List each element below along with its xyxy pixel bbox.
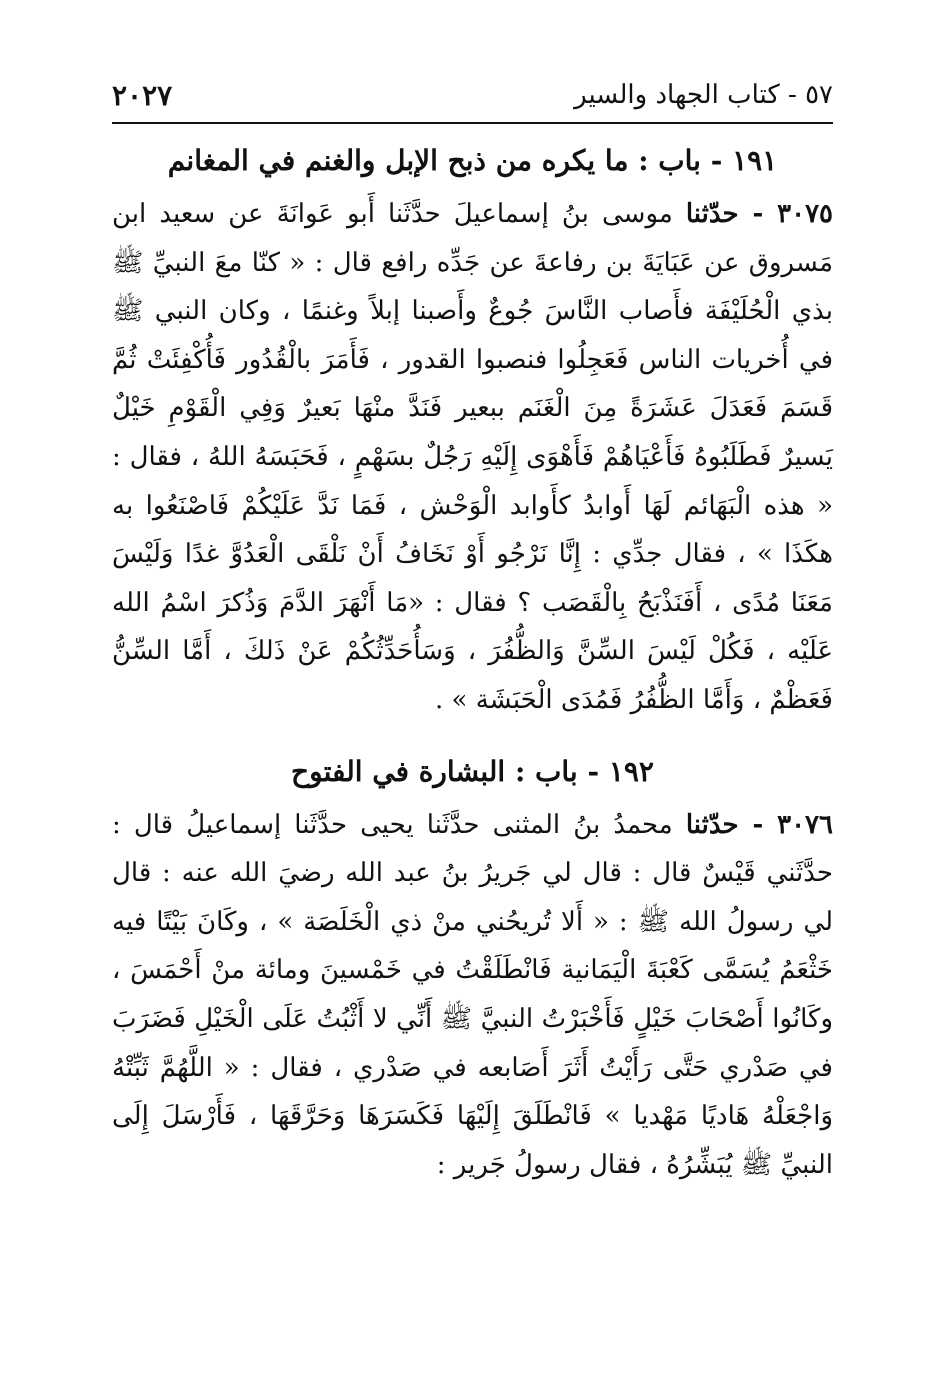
page-number: ٢٠٢٧ — [112, 78, 173, 112]
hadith-lead-word: حدّثنا — [685, 199, 739, 229]
section-spacer — [112, 725, 833, 743]
hadith-number-dash: - — [738, 199, 778, 229]
hadith-text: محمدُ بنُ المثنى حدَّثَنا يحيى حدَّثَنا إسماعيلُ قال : حدَّثَني قَيْسٌ قال : قال لي جَريرُ بنُ عبد الله رضيَ الله عنه : قال لي رسولُ الله ﷺ : « أَلا تُريحُني منْ ذي الْخَلَصَة » ، وكَانَ بَيْتًا فيه خَثْعَمُ يُسَمَّى كَعْبَةَ الْيَمَانية فَانْطَلَقْتُ في خَمْسينَ ومائة منْ أَحْمَسَ ، وكَانُوا أَصْحَابَ خَيْلٍ فَأَخْبَرْتُ النبيَّ ﷺ أَنِّي لا أَثْبُتُ عَلَى الْخَيْلِ فَضَرَبَ في صَدْري حَتَّى رَأَيْتُ أَثَرَ أَصَابعه في صَدْري ، فقال : « اللَّهُمَّ ثَبِّتْهُ وَاجْعَلْهُ هَاديًا مَهْديا » فَانْطَلَقَ إِلَيْهَا فَكَسَرَهَا وَحَرَّقَهَا ، فَأَرْسَلَ إِلَى النبيِّ ﷺ يُبَشِّرُهُ ، فقال رسولُ جَرير : — [112, 809, 833, 1180]
hadith-number: ٣٠٧٦ — [777, 809, 833, 840]
running-head — [112, 72, 833, 118]
hadith-number: ٣٠٧٥ — [777, 199, 833, 229]
chapter-heading-191: ١٩١ - باب : ما يكره من ذبح الإبل والغنم في المغانم — [167, 144, 778, 177]
hadith-number-dash: - — [738, 809, 778, 840]
running-title: ٥٧ - كتاب الجهاد والسير — [574, 80, 833, 110]
hadith-lead-word: حدّثنا — [685, 809, 739, 840]
hadith-text: موسى بنُ إسماعيلَ حدَّثَنا أَبو عَوانَةَ عن سعيد ابن مَسروق عن عَبَايَةَ بن رفاعةَ عن جَدِّه رافع قال : « كنّا معَ النبيِّ ﷺ بذي الْحُلَيْفَة فأَصاب النَّاسَ جُوعٌ وأَصبنا إبلاً وغنمًا ، وكان النبي ﷺ في أُخريات الناس فَعَجِلُوا فنصبوا القدور ، فَأَمَرَ بالْقُدُور فَأُكْفِئَتْ ثُمَّ قَسَمَ فَعَدَلَ عَشَرَةً مِنَ الْغَنَم ببعير فَنَدَّ منْهَا بَعيرٌ وَفِي الْقَوْمِ خَيْلٌ يَسيرٌ فَطَلَبُوهُ فَأَعْيَاهُمْ فَأَهْوَى إِلَيْهِ رَجُلٌ بسَهْمٍ ، فَحَبَسَهُ اللهُ ، فقال : « هذه الْبَهَائم لَهَا أَوابدُ كأَوابد الْوَحْش ، فَمَا نَدَّ عَلَيْكُمْ فَاصْنَعُوا به هكَذَا » ، فقال جدِّي : إِنَّا نَرْجُو أَوْ نَخَافُ أَنْ نَلْقَى الْعَدُوَّ غدًا وَلَيْسَ مَعَنَا مُدًى ، أَفَنَذْبَحُ بِالْقَصَب ؟ فقال : «مَا أَنْهَرَ الدَّمَ وَذُكرَ اسْمُ الله عَلَيْه ، فَكُلْ لَيْسَ السِّنَّ وَالظُّفُرَ ، وَسَأُحَدِّثُكُمْ عَنْ ذَلكَ ، أَمَّا السِّنُّ فَعَظْمٌ ، وَأَمَّا الظُّفُرُ فَمُدَى الْحَبَشَة » . — [112, 199, 833, 715]
page-body — [112, 132, 833, 1189]
hadith-3076 — [112, 801, 833, 1190]
hadith-3075 — [112, 190, 833, 725]
header-rule — [112, 122, 833, 124]
chapter-heading-192: ١٩٢ - باب : البشارة في الفتوح — [291, 754, 654, 788]
